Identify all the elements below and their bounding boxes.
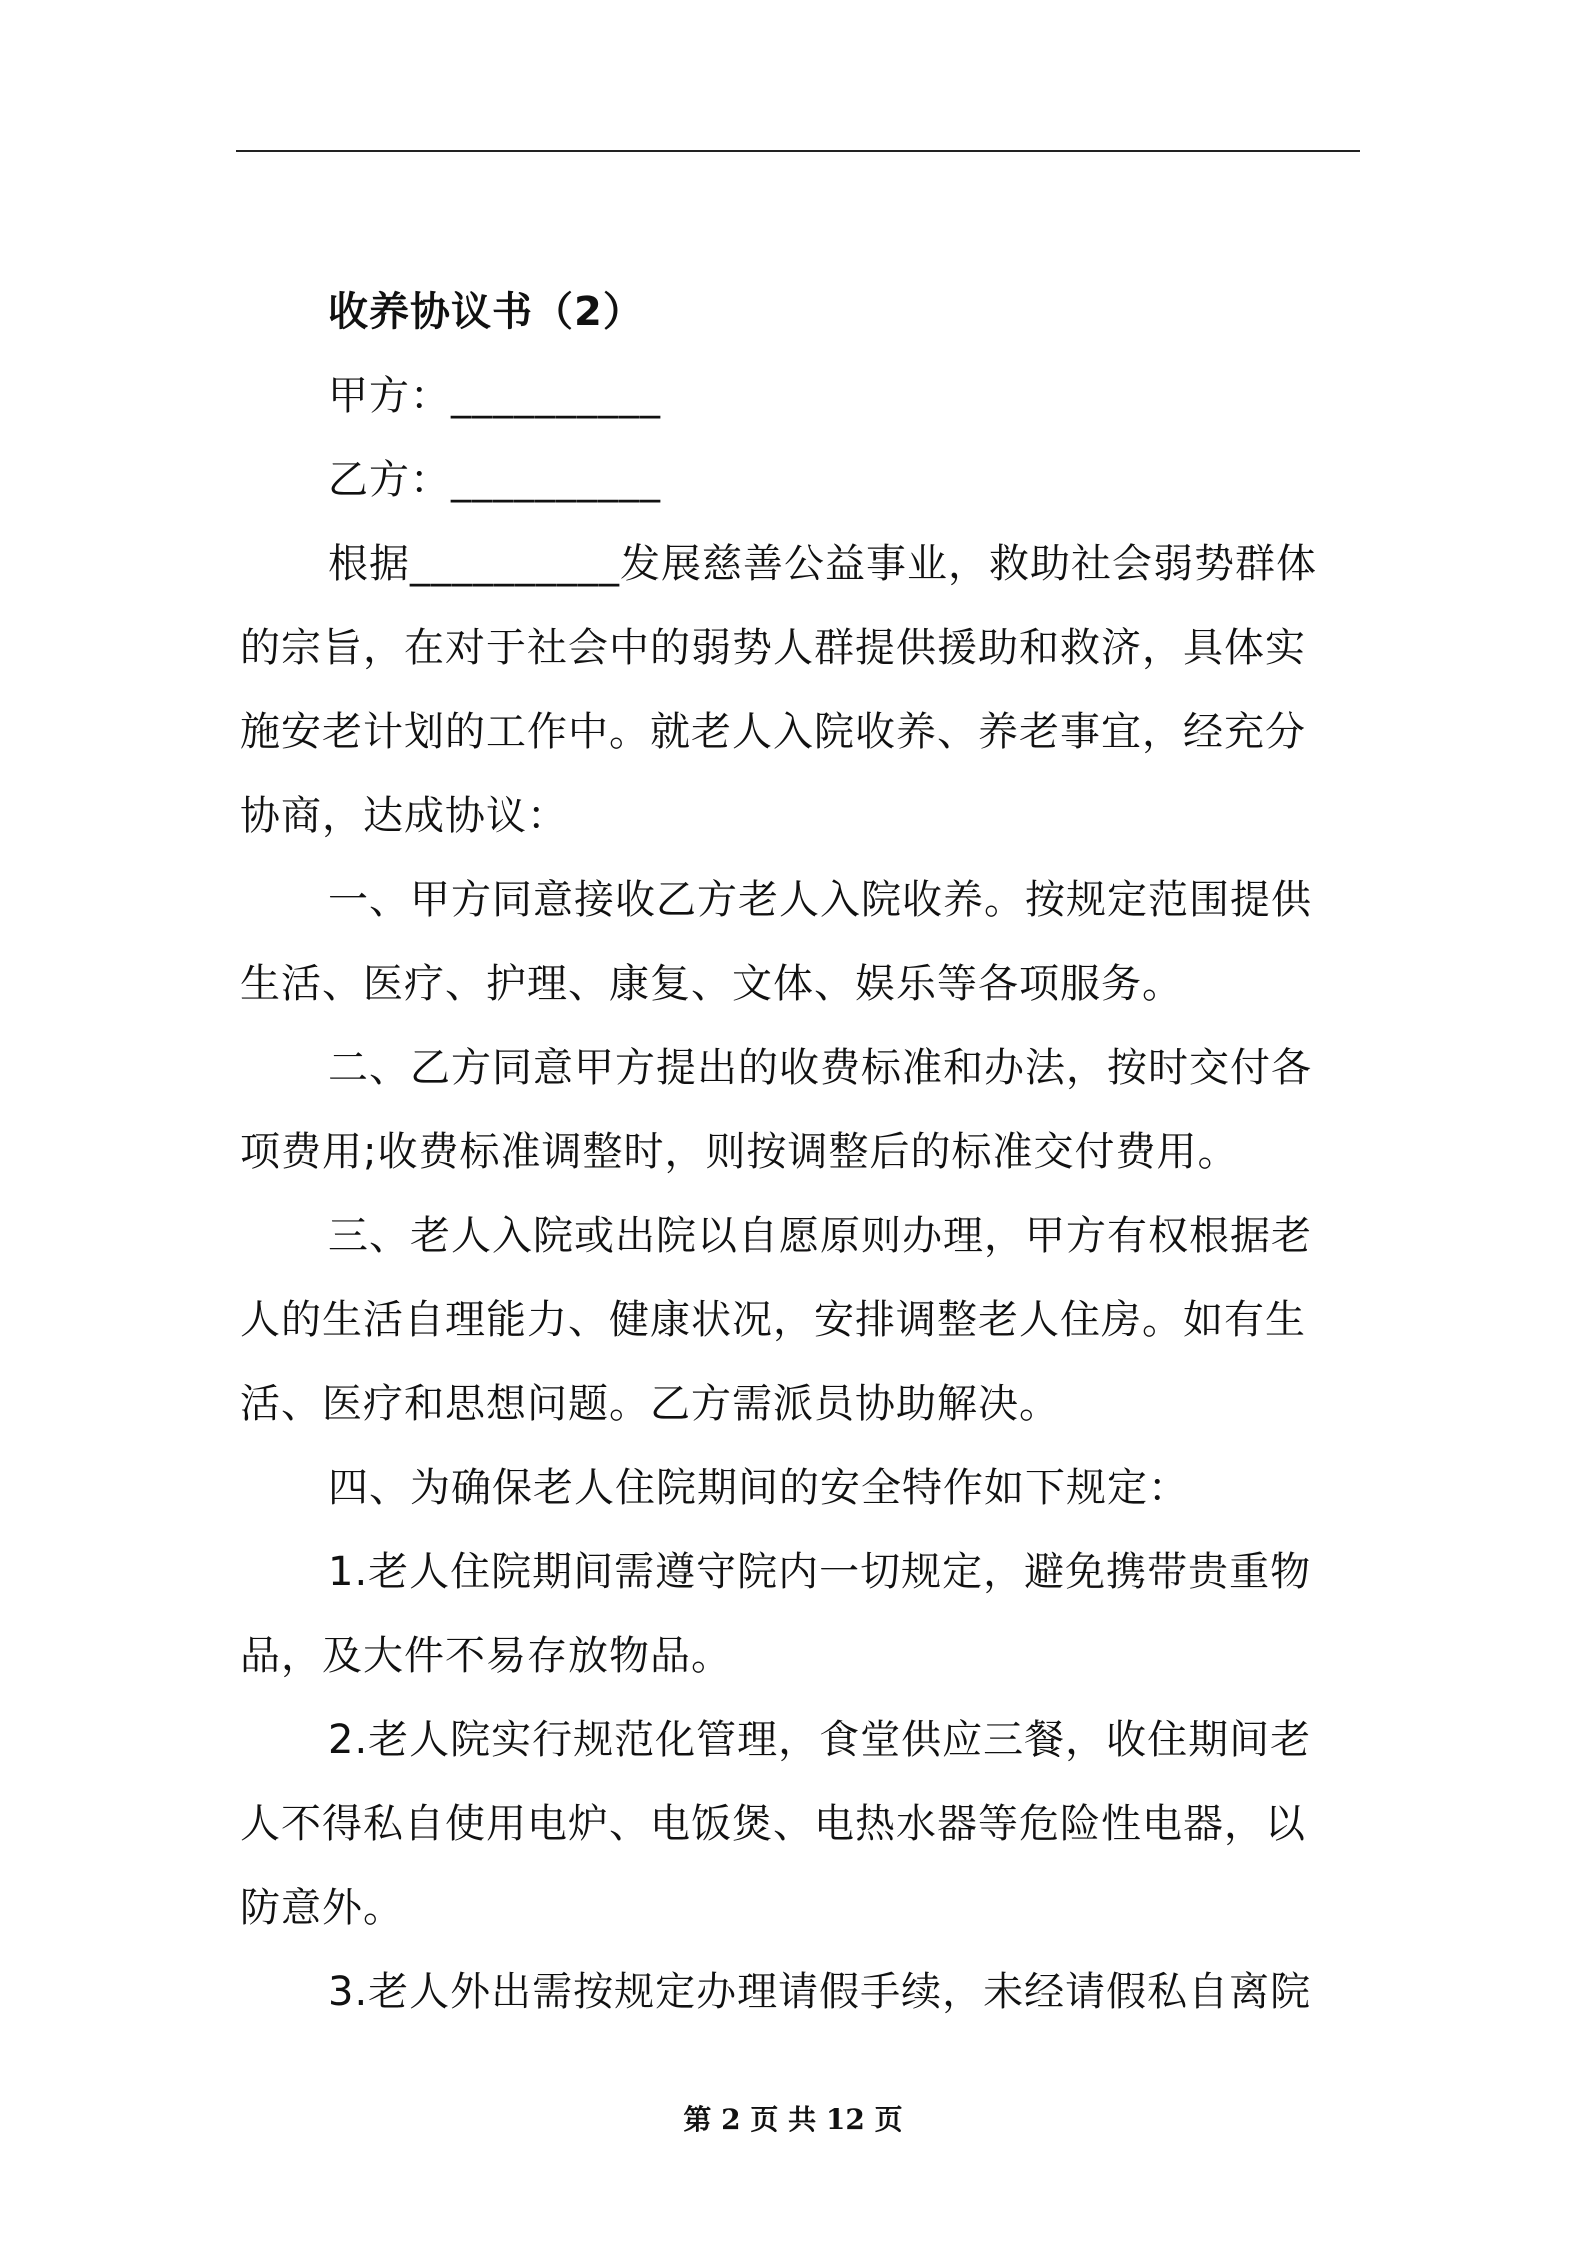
paragraph-line: 1.老人住院期间需遵守院内一切规定，避免携带贵重物 bbox=[328, 1549, 1312, 1595]
paragraph-line: 的宗旨，在对于社会中的弱势人群提供援助和救济，具体实 bbox=[240, 625, 1306, 671]
paragraph-line: 四、为确保老人住院期间的安全特作如下规定： bbox=[328, 1465, 1189, 1511]
clause-1 bbox=[240, 858, 1360, 1026]
paragraph-line: 品，及大件不易存放物品。 bbox=[240, 1633, 732, 1679]
document-body bbox=[240, 270, 1360, 2034]
paragraph-line: 人的生活自理能力、健康状况，安排调整老人住房。如有生 bbox=[240, 1297, 1306, 1343]
paragraph-line: 项费用;收费标准调整时，则按调整后的标准交付费用。 bbox=[240, 1129, 1239, 1175]
paragraph-line: 二、乙方同意甲方提出的收费标准和办法，按时交付各 bbox=[328, 1045, 1312, 1091]
paragraph-line: 施安老计划的工作中。就老人入院收养、养老事宜，经充分 bbox=[240, 709, 1306, 755]
document-title: 收养协议书（2） bbox=[328, 289, 644, 335]
rule-1 bbox=[240, 1530, 1360, 1698]
paragraph-line: 根据__________发展慈善公益事业，救助社会弱势群体 bbox=[328, 541, 1317, 587]
header-rule bbox=[236, 150, 1360, 152]
paragraph-line: 一、甲方同意接收乙方老人入院收养。按规定范围提供 bbox=[328, 877, 1312, 923]
page-footer: 第 2 页 共 12 页 bbox=[683, 2103, 903, 2136]
clause-2 bbox=[240, 1026, 1360, 1194]
paragraph-line: 活、医疗和思想问题。乙方需派员协助解决。 bbox=[240, 1381, 1060, 1427]
paragraph-line: 三、老人入院或出院以自愿原则办理，甲方有权根据老 bbox=[328, 1213, 1312, 1259]
clause-4 bbox=[240, 1446, 1360, 1530]
rule-3 bbox=[240, 1950, 1360, 2034]
paragraph-line: 协商，达成协议： bbox=[240, 793, 568, 839]
paragraph-line: 2.老人院实行规范化管理，食堂供应三餐，收住期间老 bbox=[328, 1717, 1312, 1763]
party-b-line: 乙方：__________ bbox=[328, 457, 661, 503]
clause-3 bbox=[240, 1194, 1360, 1446]
paragraph-line: 人不得私自使用电炉、电饭煲、电热水器等危险性电器，以 bbox=[240, 1801, 1306, 1847]
intro-paragraph bbox=[240, 522, 1360, 858]
rule-2 bbox=[240, 1698, 1360, 1950]
paragraph-line: 防意外。 bbox=[240, 1885, 404, 1931]
party-a-line: 甲方：__________ bbox=[328, 373, 661, 419]
paragraph-line: 3.老人外出需按规定办理请假手续，未经请假私自离院 bbox=[328, 1969, 1312, 2015]
paragraph-line: 生活、医疗、护理、康复、文体、娱乐等各项服务。 bbox=[240, 961, 1183, 1007]
